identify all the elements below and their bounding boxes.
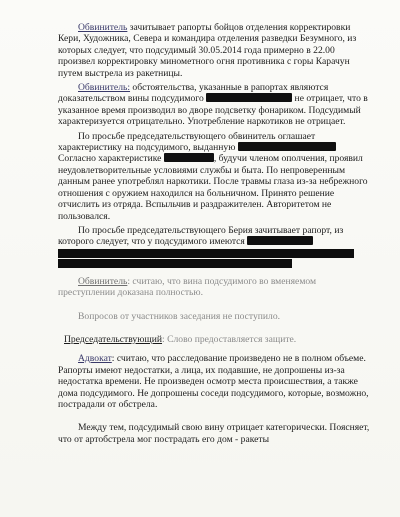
redaction-bar <box>58 259 292 268</box>
speaker-prosecutor: Обвинитель: <box>78 82 131 94</box>
speaker-prosecutor: Обвинитель <box>78 275 128 287</box>
paragraph-text: , будучи членом ополчения, проявил неудовлетворительные условиями службы и быта. По непроверенным данным ранее употреблял наркотики. После травмы глаза из-за небрежного отношения с оружием находился на больничном. Принято решение отчислить из отряда. Вспыльчив и раздражителен. Авторитетом не пользовался. <box>58 153 368 222</box>
paragraph-text: не отрицает, что в указанное время производил во дворе подсветку фонариком. Подсудимый характеризуется отрицательно. Употребление наркотиков не отрицает. <box>58 93 368 128</box>
speaker-prosecutor: Обвинитель <box>78 22 128 33</box>
paragraph-3 <box>58 131 372 222</box>
paragraph-7 <box>58 334 372 345</box>
paragraph-text: обстоятельства, указанные в рапортах являются доказательством вины подсудимого <box>58 82 329 105</box>
redaction-bar <box>247 236 313 245</box>
paragraph-1 <box>58 22 372 79</box>
paragraph-text: зачитывает рапорты бойцов отделения корректировки Кери, Художника, Севера и командира отделения разведки Безумного, из которых следует, что подсудимый 30.05.2014 года примерно в 22.00 произвел корректировку минометного огня противника с горы Карачун путем выстрела из ракетницы. <box>58 22 357 79</box>
speaker-advocate: Адвокат <box>78 353 112 365</box>
paragraph-8 <box>58 353 372 410</box>
redaction-bar <box>238 142 336 151</box>
paragraph-text: : считаю, что расследование произведено не в полном объеме. Рапорты имеют недостатки, а лица, их подавшие, не допрошены из-за недостатка времени. Не произведен осмотр места происшествия, а также дома подсудимого. Не допрошены соседи подсудимого, которые, возможно, пострадали от обстрела. <box>58 353 369 410</box>
paragraph-2 <box>58 82 372 128</box>
redaction-bar <box>206 93 292 102</box>
paragraph-text: Между тем, подсудимый свою вину отрицает категорически. Поясняет, что от артобстрела мог пострадать его дом - ракеты <box>58 422 370 445</box>
redaction-bar <box>58 249 354 258</box>
paragraph-9 <box>58 422 372 445</box>
redaction-bar <box>164 153 214 162</box>
paragraph-text: Согласно характеристике <box>58 153 162 165</box>
paragraph-text: : Слово предоставляется защите. <box>162 333 297 345</box>
paragraph-4 <box>58 225 372 248</box>
paragraph-text: Вопросов от участников заседания не поступило. <box>78 310 281 322</box>
paragraph-text: По просьбе председательствующего обвинитель оглашает характеристику на подсудимого, выданную <box>58 130 316 154</box>
paragraph-5 <box>58 276 372 299</box>
paragraph-text: : считаю, что вина подсудимого во вменяемом преступлении доказана полностью. <box>58 275 317 299</box>
paragraph-6 <box>58 311 372 322</box>
paragraph-text: По просьбе председательствующего Берия зачитывает рапорт, из которого следует, что у подсудимого имеются <box>58 224 344 248</box>
speaker-presiding-judge: Председательствующий <box>64 333 163 345</box>
